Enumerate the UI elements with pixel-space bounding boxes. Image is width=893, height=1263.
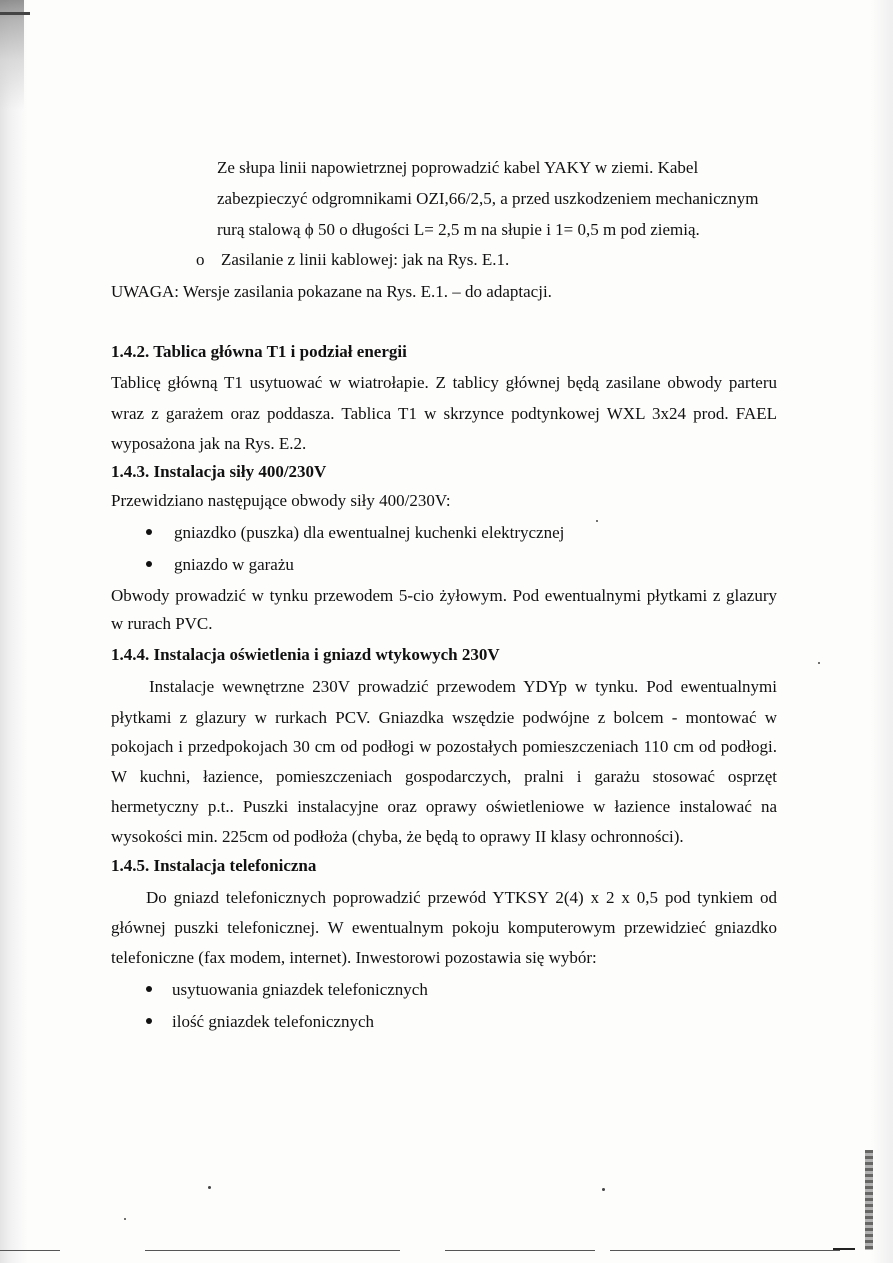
list-item: gniazdko (puszka) dla ewentualnej kuchenki elektrycznej xyxy=(174,523,565,542)
paragraph-line: wyposażona jak na Rys. E.2. xyxy=(111,434,307,453)
paragraph-line: w rurach PVC. xyxy=(111,614,213,633)
scan-speck xyxy=(602,1188,605,1191)
paragraph-line: Do gniazd telefonicznych poprowadzić przewód YTKSY 2(4) x 2 x 0,5 pod tynkiem od xyxy=(146,888,777,907)
list-item: ilość gniazdek telefonicznych xyxy=(172,1012,375,1031)
bottom-rule xyxy=(0,1250,60,1251)
paragraph-line: pokojach i przedpokojach 30 cm od podłogi w pozostałych pomieszczeniach 110 cm od podłogi. xyxy=(111,737,777,756)
scan-right-edge xyxy=(871,0,893,1263)
paragraph-line: wysokości min. 225cm od podłoża (chyba, że będą to oprawy II klasy ochronności). xyxy=(111,827,684,846)
list-item: usytuowania gniazdek telefonicznych xyxy=(172,980,428,999)
intro-line: Ze słupa linii napowietrznej poprowadzić kabel YAKY w ziemi. Kabel xyxy=(217,158,699,177)
bullet-dot xyxy=(146,561,152,567)
bottom-rule xyxy=(610,1250,840,1251)
list-item: gniazdo w garażu xyxy=(174,555,294,574)
scan-corner-mark xyxy=(0,12,30,15)
list-marker-o: o xyxy=(196,250,205,269)
scan-bottom-mark xyxy=(833,1240,855,1250)
scan-speck xyxy=(124,1218,126,1220)
section-heading: 1.4.2. Tablica główna T1 i podział energii xyxy=(111,342,407,361)
section-heading: 1.4.4. Instalacja oświetlenia i gniazd wtykowych 230V xyxy=(111,645,500,664)
bullet-dot xyxy=(146,986,152,992)
scan-speck xyxy=(596,520,598,522)
paragraph-line: głównej puszki telefonicznej. W ewentualnym pokoju komputerowym przewidzieć gniazdko xyxy=(111,918,777,937)
paragraph-line: Tablicę główną T1 usytuować w wiatrołapie. Z tablicy głównej będą zasilane obwody parteru xyxy=(111,373,777,392)
bottom-rule xyxy=(445,1250,595,1251)
bullet-dot xyxy=(146,529,152,535)
paragraph-line: telefoniczne (fax modem, internet). Inwestorowi pozostawia się wybór: xyxy=(111,948,597,967)
scan-speck xyxy=(208,1186,211,1189)
bullet-dot xyxy=(146,1018,152,1024)
bottom-rule xyxy=(145,1250,400,1251)
paragraph-line: Obwody prowadzić w tynku przewodem 5-cio żyłowym. Pod ewentualnymi płytkami z glazury xyxy=(111,586,777,605)
note-uwaga: UWAGA: Wersje zasilania pokazane na Rys. E.1. – do adaptacji. xyxy=(111,282,552,301)
paragraph-line: płytkami z glazury w rurkach PCV. Gniazdka wszędzie podwójne z bolcem - montować w xyxy=(111,708,777,727)
scan-right-bar xyxy=(865,1150,873,1250)
scan-left-edge xyxy=(0,0,28,1263)
section-heading: 1.4.5. Instalacja telefoniczna xyxy=(111,856,317,875)
paragraph-line: hermetyczny p.t.. Puszki instalacyjne oraz oprawy oświetleniowe w łazience instalować na xyxy=(111,797,777,816)
intro-line: zabezpieczyć odgromnikami OZI,66/2,5, a przed uszkodzeniem mechanicznym xyxy=(217,189,759,208)
intro-list-item: Zasilanie z linii kablowej: jak na Rys. E.1. xyxy=(221,250,510,269)
scan-corner-shadow xyxy=(0,0,24,110)
paragraph-line: Instalacje wewnętrzne 230V prowadzić przewodem YDYp w tynku. Pod ewentualnymi xyxy=(149,677,777,696)
scan-speck xyxy=(818,662,820,664)
paragraph-line: wraz z garażem oraz poddasza. Tablica T1 w skrzynce podtynkowej WXL 3x24 prod. FAEL xyxy=(111,404,777,423)
intro-line: rurą stalową ϕ 50 o długości L= 2,5 m na słupie i 1= 0,5 m pod ziemią. xyxy=(217,220,700,239)
paragraph-line: W kuchni, łazience, pomieszczeniach gospodarczych, pralni i garażu stosować osprzęt xyxy=(111,767,777,786)
paragraph-line: Przewidziano następujące obwody siły 400/230V: xyxy=(111,491,451,510)
section-heading: 1.4.3. Instalacja siły 400/230V xyxy=(111,462,327,481)
